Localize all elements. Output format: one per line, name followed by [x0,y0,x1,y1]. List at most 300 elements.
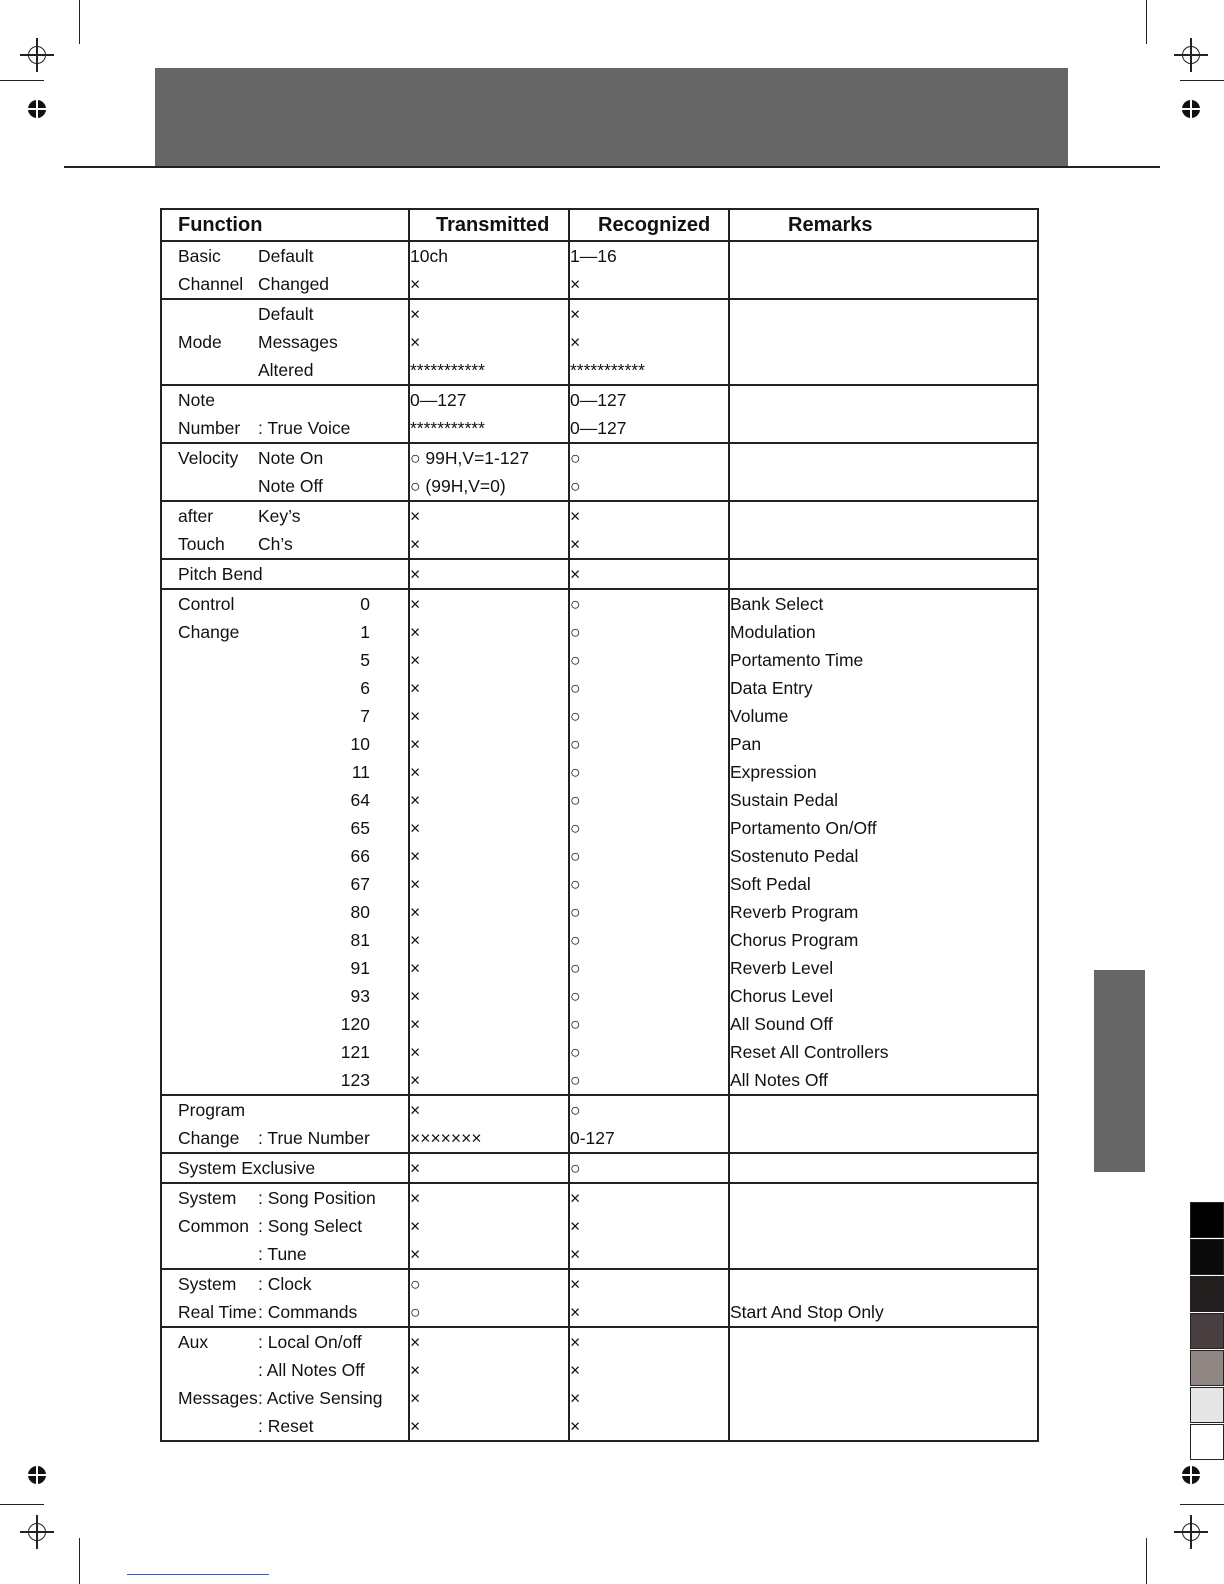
function-item-label: 121 [340,1042,370,1062]
function-cell [161,1240,409,1269]
function-group-label [162,472,258,500]
recognized-cell: ○ [569,472,729,501]
recognized-cell: ○ [569,730,729,758]
table-row [161,926,1038,954]
function-cell [161,758,409,786]
table-row [161,241,1038,270]
function-cell [161,241,409,270]
function-group-label: Note [178,390,215,410]
remarks-cell [729,328,1038,356]
table-row [161,559,1038,589]
function-group-label: Change [178,1128,240,1148]
recognized-cell: ○ [569,758,729,786]
function-cell [161,1124,409,1153]
function-group-label: System [178,1188,237,1208]
function-cell [161,618,409,646]
function-cell [161,1298,409,1327]
transmitted-cell: × [409,842,569,870]
function-cell [161,1212,409,1240]
remarks-cell: Pan [729,730,1038,758]
header-transmitted: Transmitted [409,209,569,241]
function-item-label: 7 [360,706,370,726]
function-cell [161,954,409,982]
remarks-cell [729,1412,1038,1441]
registration-mark-icon [1174,1515,1208,1549]
remarks-cell [729,1327,1038,1356]
function-cell [161,530,409,559]
function-group-label: Mode [178,332,222,352]
function-group-label [162,730,258,758]
function-item-label: 93 [350,986,370,1006]
function-item-label: Messages [258,332,338,352]
function-cell [161,1356,409,1384]
transmitted-cell: × [409,530,569,559]
remarks-cell: Soft Pedal [729,870,1038,898]
function-cell [161,385,409,414]
recognized-cell: × [569,270,729,299]
function-item-label [258,560,408,588]
remarks-cell: Sustain Pedal [729,786,1038,814]
table-row [161,1269,1038,1298]
registration-mark-icon [1174,38,1208,72]
header-function: Function [161,209,409,241]
remarks-cell [729,1356,1038,1384]
transmitted-cell: × [409,1327,569,1356]
recognized-cell: ○ [569,898,729,926]
function-item-label: Default [258,246,314,266]
crop-mark [1180,80,1224,81]
function-item-label: 64 [350,790,370,810]
table-row [161,501,1038,530]
function-cell [161,814,409,842]
remarks-cell [729,241,1038,270]
remarks-cell: Portamento Time [729,646,1038,674]
table-row [161,618,1038,646]
remarks-cell [729,1124,1038,1153]
function-group-label [162,1066,258,1094]
function-cell [161,702,409,730]
recognized-cell: ○ [569,982,729,1010]
remarks-cell [729,270,1038,299]
recognized-cell: ○ [569,1153,729,1183]
function-item-label: : Song Select [258,1216,363,1236]
function-item-label: : Tune [258,1244,307,1264]
remarks-cell: All Notes Off [729,1066,1038,1095]
remarks-cell [729,414,1038,443]
recognized-cell: *********** [569,356,729,385]
function-item-label: Default [258,304,314,324]
function-cell [161,1066,409,1095]
recognized-cell: ○ [569,954,729,982]
function-item-label: : All Notes Off [258,1360,365,1380]
table-row [161,758,1038,786]
function-cell [161,842,409,870]
remarks-cell: Reset All Controllers [729,1038,1038,1066]
remarks-cell: Volume [729,702,1038,730]
color-swatch [1190,1276,1224,1312]
recognized-cell: ○ [569,870,729,898]
function-group-label [162,1010,258,1038]
transmitted-cell: × [409,870,569,898]
function-group-label: Messages [178,1388,258,1408]
function-cell [161,898,409,926]
function-group-label [162,1038,258,1066]
recognized-cell: × [569,1356,729,1384]
recognized-cell: × [569,1327,729,1356]
function-cell [161,1269,409,1298]
registration-mark-icon [20,38,54,72]
function-item-label: 123 [340,1070,370,1090]
transmitted-cell: × [409,730,569,758]
table-row [161,1183,1038,1212]
function-cell [161,501,409,530]
function-group-label [162,758,258,786]
function-group-label: Basic [178,246,221,266]
remarks-cell: Reverb Level [729,954,1038,982]
transmitted-cell: × [409,674,569,702]
crop-mark [1146,1538,1147,1584]
function-cell [161,270,409,299]
function-item-label: 67 [350,874,370,894]
remarks-cell [729,472,1038,501]
function-item-label: 1 [360,622,370,642]
recognized-cell: ○ [569,786,729,814]
function-item-label: Ch’s [258,534,293,554]
table-row [161,674,1038,702]
remarks-cell [729,501,1038,530]
function-item-label: Altered [258,360,314,380]
function-cell [161,926,409,954]
function-cell [161,1038,409,1066]
recognized-cell: ○ [569,618,729,646]
transmitted-cell: ××××××× [409,1124,569,1153]
function-group-label [162,674,258,702]
function-item-label: Note Off [258,476,323,496]
color-swatch [1190,1313,1224,1349]
remarks-cell [729,443,1038,472]
function-item-label: 120 [340,1014,370,1034]
table-row [161,1038,1038,1066]
color-swatch [1190,1239,1224,1275]
remarks-cell: Chorus Level [729,982,1038,1010]
recognized-cell: ○ [569,646,729,674]
function-group-label: Pitch Bend [178,564,263,584]
transmitted-cell: × [409,589,569,618]
remarks-cell [729,299,1038,328]
remarks-cell [729,1153,1038,1183]
recognized-cell: ○ [569,702,729,730]
table-row [161,1298,1038,1327]
crop-mark [0,1504,44,1505]
registration-mark-icon [20,1515,54,1549]
remarks-cell [729,356,1038,385]
table-row [161,299,1038,328]
function-item-label [258,1096,408,1124]
function-group-label [162,954,258,982]
table-row [161,472,1038,501]
function-group-label [162,898,258,926]
recognized-cell: ○ [569,443,729,472]
function-item-label [258,386,408,414]
registration-dot-icon [1182,1466,1200,1484]
function-group-label [162,1356,258,1384]
function-group-label [162,926,258,954]
transmitted-cell: × [409,501,569,530]
table-row [161,870,1038,898]
transmitted-cell: × [409,1356,569,1384]
transmitted-cell: × [409,898,569,926]
recognized-cell: × [569,1412,729,1441]
table-row [161,1124,1038,1153]
bottom-link-underline [127,1574,269,1575]
function-item-label: : True Voice [258,418,351,438]
transmitted-cell: × [409,270,569,299]
function-item-label: 66 [350,846,370,866]
recognized-cell: × [569,299,729,328]
recognized-cell: 1—16 [569,241,729,270]
transmitted-cell: × [409,954,569,982]
transmitted-cell: 0—127 [409,385,569,414]
function-cell [161,1384,409,1412]
function-group-label: Number [178,418,241,438]
function-group-label [162,1412,258,1440]
recognized-cell: ○ [569,589,729,618]
function-group-label: System [178,1274,237,1294]
remarks-cell: Sostenuto Pedal [729,842,1038,870]
table-row [161,1412,1038,1441]
table-row [161,730,1038,758]
function-item-label: 6 [360,678,370,698]
transmitted-cell: ○ (99H,V=0) [409,472,569,501]
crop-mark [79,0,80,44]
table-row [161,954,1038,982]
function-group-label: Change [178,622,240,642]
recognized-cell: × [569,559,729,589]
table-row [161,443,1038,472]
function-group-label: Real Time [178,1302,257,1322]
table-header-row [161,209,1038,241]
function-group-label [162,870,258,898]
remarks-cell [729,559,1038,589]
function-group-label: Common [178,1216,249,1236]
function-cell [161,443,409,472]
header-remarks: Remarks [729,209,1038,241]
function-cell [161,1153,409,1183]
function-cell [161,472,409,501]
function-item-label: Changed [258,274,330,294]
transmitted-cell: × [409,1412,569,1441]
side-tab [1094,970,1145,1172]
transmitted-cell: × [409,1095,569,1124]
color-swatch [1190,1202,1224,1238]
transmitted-cell: × [409,559,569,589]
function-item-label: : Reset [258,1416,314,1436]
color-swatch [1190,1350,1224,1386]
transmitted-cell: × [409,1038,569,1066]
transmitted-cell: ○ 99H,V=1-127 [409,443,569,472]
table-row [161,385,1038,414]
function-item-label: : Song Position [258,1188,376,1208]
table-row [161,702,1038,730]
crop-mark [0,80,44,81]
function-cell [161,1183,409,1212]
function-cell [161,870,409,898]
function-group-label [162,702,258,730]
function-group-label [162,842,258,870]
recognized-cell: × [569,328,729,356]
function-group-label [162,982,258,1010]
header-banner [155,68,1068,166]
remarks-cell [729,1095,1038,1124]
crop-mark [79,1538,80,1584]
function-item-label: 81 [350,930,370,950]
remarks-cell [729,1212,1038,1240]
transmitted-cell: × [409,1066,569,1095]
function-cell [161,1095,409,1124]
recognized-cell: ○ [569,842,729,870]
recognized-cell: × [569,1384,729,1412]
table-row [161,646,1038,674]
function-cell [161,1327,409,1356]
recognized-cell: ○ [569,1010,729,1038]
function-cell [161,674,409,702]
function-item-label: 0 [360,594,370,614]
table-row [161,589,1038,618]
crop-mark [1180,1504,1224,1505]
recognized-cell: ○ [569,814,729,842]
registration-dot-icon [28,1466,46,1484]
function-item-label: Note On [258,448,324,468]
function-item-label: : Commands [258,1302,358,1322]
function-group-label [162,1240,258,1268]
table-row [161,842,1038,870]
function-cell [161,356,409,385]
function-group-label: Velocity [178,448,239,468]
transmitted-cell: × [409,926,569,954]
registration-dot-icon [28,100,46,118]
function-group-label [162,356,258,384]
remarks-cell: Modulation [729,618,1038,646]
recognized-cell: 0—127 [569,414,729,443]
table-row [161,530,1038,559]
remarks-cell: Portamento On/Off [729,814,1038,842]
function-group-label: Control [178,594,235,614]
transmitted-cell: × [409,1010,569,1038]
transmitted-cell: × [409,646,569,674]
function-group-label: Touch [178,534,225,554]
function-item-label: 10 [350,734,370,754]
transmitted-cell: × [409,328,569,356]
remarks-cell: Chorus Program [729,926,1038,954]
remarks-cell [729,530,1038,559]
remarks-cell [729,385,1038,414]
table-row [161,814,1038,842]
remarks-cell [729,1384,1038,1412]
function-cell [161,982,409,1010]
recognized-cell: × [569,501,729,530]
header-rule [64,166,1160,168]
remarks-cell: Expression [729,758,1038,786]
recognized-cell: × [569,530,729,559]
function-cell [161,730,409,758]
transmitted-cell: × [409,618,569,646]
function-cell [161,414,409,443]
recognized-cell: × [569,1269,729,1298]
registration-dot-icon [1182,100,1200,118]
function-cell [161,646,409,674]
table-row [161,786,1038,814]
function-group-label [162,814,258,842]
function-cell [161,1010,409,1038]
transmitted-cell: *********** [409,414,569,443]
function-cell [161,299,409,328]
crop-mark [1146,0,1147,44]
color-swatch [1190,1387,1224,1423]
recognized-cell: 0-127 [569,1124,729,1153]
transmitted-cell: ○ [409,1269,569,1298]
recognized-cell: × [569,1183,729,1212]
transmitted-cell: × [409,1240,569,1269]
table-row [161,414,1038,443]
remarks-cell: Bank Select [729,589,1038,618]
table-row [161,1240,1038,1269]
function-cell [161,786,409,814]
remarks-cell [729,1269,1038,1298]
remarks-cell: Data Entry [729,674,1038,702]
function-cell [161,559,409,589]
transmitted-cell: × [409,982,569,1010]
table-row [161,1010,1038,1038]
remarks-cell: All Sound Off [729,1010,1038,1038]
table-row [161,270,1038,299]
header-recognized: Recognized [569,209,729,241]
midi-implementation-chart [160,208,1039,1442]
table-row [161,1384,1038,1412]
transmitted-cell: × [409,786,569,814]
recognized-cell: ○ [569,1095,729,1124]
transmitted-cell: *********** [409,356,569,385]
recognized-cell: × [569,1298,729,1327]
function-item-label [258,1154,408,1182]
function-item-label: : True Number [258,1128,370,1148]
remarks-cell: Start And Stop Only [729,1298,1038,1327]
function-item-label: Key’s [258,506,301,526]
transmitted-cell: × [409,1153,569,1183]
recognized-cell: × [569,1212,729,1240]
function-group-label [162,646,258,674]
function-group-label: Channel [178,274,244,294]
table-row [161,1212,1038,1240]
transmitted-cell: ○ [409,1298,569,1327]
transmitted-cell: × [409,702,569,730]
remarks-cell [729,1183,1038,1212]
function-item-label: 80 [350,902,370,922]
function-item-label: : Active Sensing [258,1388,383,1408]
function-group-label [162,300,258,328]
function-group-label [162,786,258,814]
remarks-cell [729,1240,1038,1269]
table-row [161,1356,1038,1384]
transmitted-cell: × [409,758,569,786]
recognized-cell: ○ [569,1038,729,1066]
table-row [161,898,1038,926]
function-item-label: 65 [350,818,370,838]
table-row [161,356,1038,385]
table-row [161,1095,1038,1124]
function-group-label: System Exclusive [178,1158,316,1178]
table-row [161,1066,1038,1095]
table-row [161,982,1038,1010]
